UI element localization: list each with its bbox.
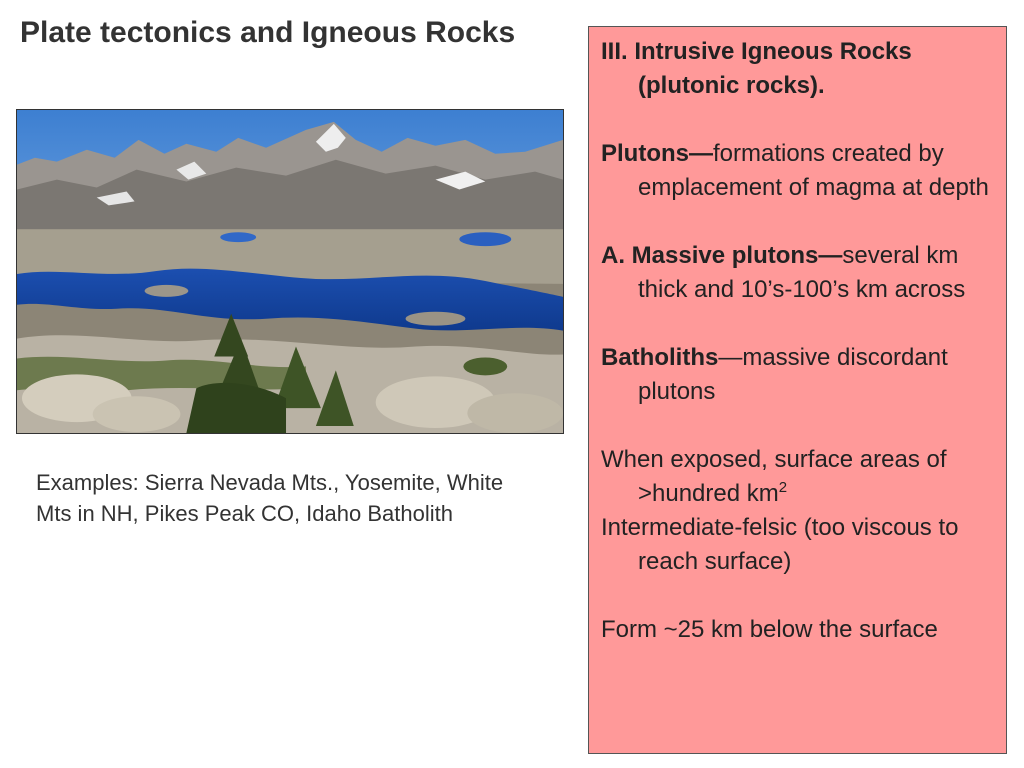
spacer: [601, 103, 996, 137]
exposed-area-item: [601, 443, 996, 511]
depth-item: Form ~25 km below the surface: [601, 616, 938, 643]
spacer: [601, 205, 996, 239]
spacer: [601, 579, 996, 613]
massive-plutons-text: several km thick and 10’s-100’s km across: [638, 242, 966, 303]
examples-caption: Examples: Sierra Nevada Mts., Yosemite, White Mts in NH, Pikes Peak CO, Idaho Batholith: [36, 470, 504, 526]
alpine-lake-landscape-photo-icon: [17, 110, 563, 433]
spacer: [601, 409, 996, 443]
landscape-photo: [16, 109, 564, 434]
massive-plutons-term: A. Massive plutons—: [601, 242, 843, 269]
spacer: [601, 307, 996, 341]
batholiths-text: —massive discordant plutons: [638, 344, 948, 405]
slide-title: Plate tectonics and Igneous Rocks: [20, 16, 516, 49]
plutons-text: formations created by emplacement of magma at depth: [638, 140, 989, 201]
batholiths-term: Batholiths: [601, 344, 719, 371]
massive-plutons-item: [601, 239, 996, 307]
squared-superscript: 2: [778, 479, 788, 496]
plutons-item: [601, 137, 996, 205]
panel-heading: III. Intrusive Igneous Rocks (plutonic rocks).: [601, 38, 912, 99]
composition-item: Intermediate-felsic (too viscous to reach surface): [601, 514, 959, 575]
batholiths-item: [601, 341, 996, 409]
intrusive-rocks-panel: [588, 26, 1007, 754]
exposed-area-text: When exposed, surface areas of >hundred km: [601, 446, 947, 507]
plutons-term: Plutons—: [601, 140, 713, 167]
